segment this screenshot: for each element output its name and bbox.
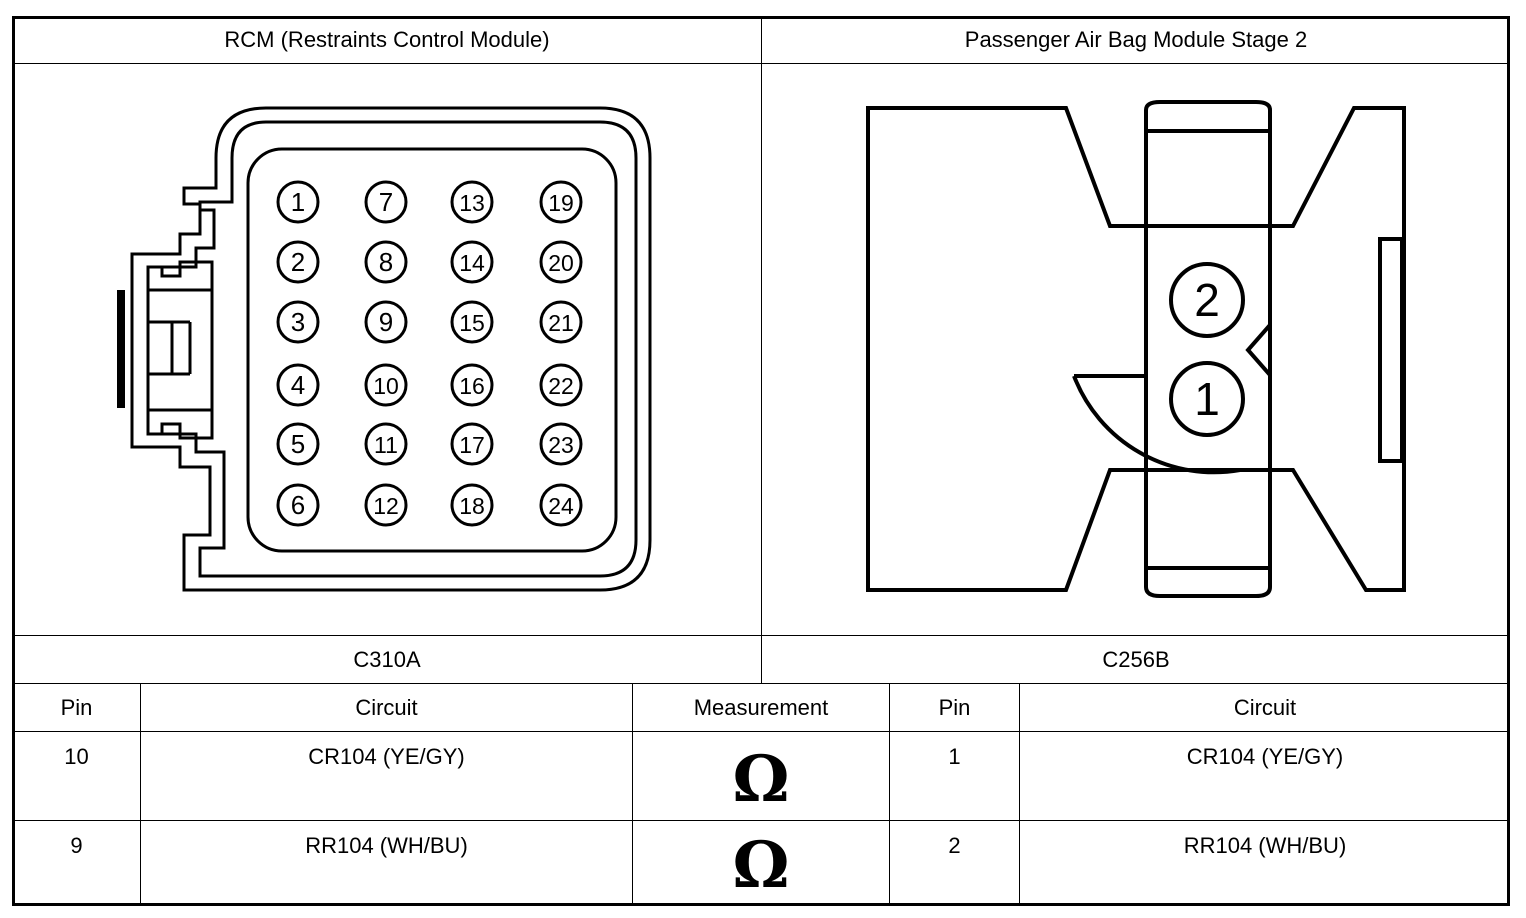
row2-circuit-b: RR104 (WH/BU) (1183, 833, 1347, 858)
rcm-pin-label-5: 5 (290, 429, 306, 459)
rcm-pin-label-6: 6 (290, 490, 306, 520)
rcm-pin-label-9: 9 (378, 307, 394, 337)
rcm-pin-label-22: 22 (548, 373, 574, 399)
rcm-pin-label-17: 17 (459, 432, 485, 458)
row2-ohm-symbol: Ω (732, 828, 790, 903)
row1-circuit-a: CR104 (YE/GY) (308, 744, 465, 769)
rcm-pin-label-3: 3 (290, 307, 306, 337)
row1-circuit-b: CR104 (YE/GY) (1186, 744, 1344, 769)
rcm-pin-label-1: 1 (290, 187, 306, 217)
rcm-pin-label-19: 19 (548, 190, 574, 216)
rcm-pin-label-7: 7 (378, 187, 394, 217)
rcm-connector-id: C310A (353, 646, 421, 672)
row2-pin-a: 9 (70, 833, 83, 858)
rcm-title: RCM (Restraints Control Module) (224, 27, 550, 52)
pab-housing (868, 108, 1404, 590)
rcm-pin-label-23: 23 (548, 432, 574, 458)
pab-connector-id: C256B (1102, 646, 1170, 672)
row2-pin-b: 2 (948, 833, 961, 858)
header-pin-b: Pin (938, 694, 971, 720)
rcm-pin-label-13: 13 (459, 190, 485, 216)
row1-pin-b: 1 (948, 744, 961, 769)
rcm-pin-label-12: 12 (373, 493, 399, 519)
pab-pin-label-1: 1 (1194, 373, 1220, 425)
rcm-pin-label-24: 24 (548, 493, 574, 519)
rcm-pin-label-20: 20 (548, 250, 574, 276)
rcm-pin-label-16: 16 (459, 373, 485, 399)
rcm-pin-label-18: 18 (459, 493, 485, 519)
row1-pin-a: 10 (64, 744, 89, 769)
rcm-pin-label-10: 10 (373, 373, 399, 399)
rcm-pin-label-8: 8 (378, 247, 394, 277)
pab-side-slot (1380, 239, 1402, 461)
header-measurement: Measurement (693, 694, 829, 720)
rcm-pin-label-15: 15 (459, 310, 485, 336)
pab-title: Passenger Air Bag Module Stage 2 (964, 27, 1308, 52)
rcm-pin-label-11: 11 (374, 432, 398, 458)
pab-pin-label-2: 2 (1194, 274, 1220, 326)
rcm-pin-label-4: 4 (290, 370, 306, 400)
header-circuit-a: Circuit (355, 694, 418, 720)
row1-ohm-symbol: Ω (732, 742, 790, 817)
rcm-pin-label-21: 21 (548, 310, 574, 336)
header-pin-a: Pin (60, 694, 93, 720)
rcm-pin-label-2: 2 (290, 247, 306, 277)
header-circuit-b: Circuit (1233, 694, 1297, 720)
rcm-pin-label-14: 14 (459, 250, 485, 276)
row2-circuit-a: RR104 (WH/BU) (305, 833, 468, 858)
